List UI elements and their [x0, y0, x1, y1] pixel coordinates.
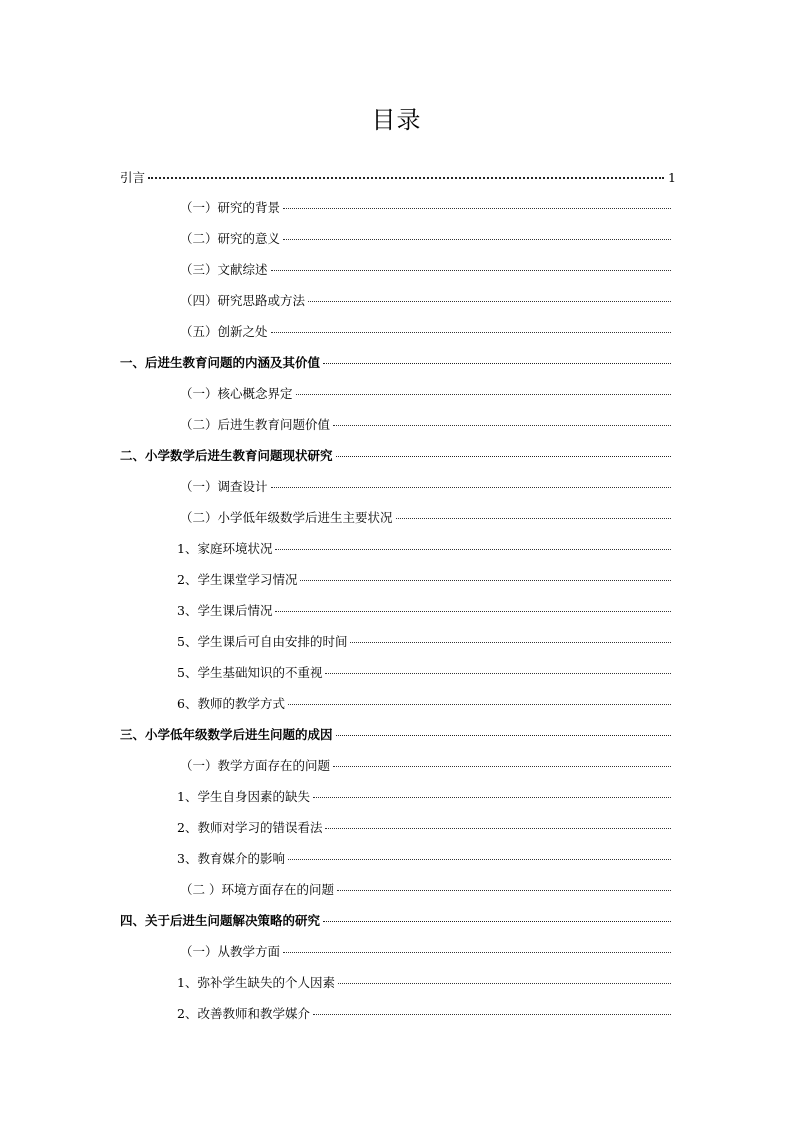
toc-entry[interactable] — [180, 290, 672, 309]
toc-entry[interactable] — [177, 600, 672, 619]
toc-entry[interactable] — [180, 321, 672, 340]
toc-entry-label: 二、小学数学后进生教育问题现状研究 — [120, 448, 333, 463]
toc-chapter[interactable] — [120, 910, 672, 929]
toc-entry[interactable] — [180, 414, 672, 433]
dot-leader — [333, 752, 671, 767]
toc-entry-label: 3、教育媒介的影响 — [177, 851, 285, 866]
dot-leader — [148, 163, 664, 179]
dot-leader — [323, 907, 671, 922]
toc-entry-label: 三、小学低年级数学后进生问题的成因 — [120, 727, 333, 742]
dot-leader — [337, 876, 671, 891]
toc-entry[interactable] — [177, 817, 672, 836]
dot-leader — [325, 814, 671, 829]
toc-entry-label: 2、教师对学习的错误看法 — [177, 820, 323, 835]
toc-entry[interactable] — [177, 786, 672, 805]
dot-leader — [338, 969, 671, 984]
toc-entry[interactable] — [180, 507, 672, 526]
toc-entry-label: （三）文献综述 — [180, 262, 268, 277]
toc-entry[interactable] — [180, 941, 672, 960]
toc-entry[interactable] — [177, 662, 672, 681]
toc-entry-label: （四）研究思路或方法 — [180, 293, 306, 308]
toc-entry[interactable] — [180, 228, 672, 247]
toc-title: 目录 — [371, 106, 422, 134]
toc-entry-label: 1、学生自身因素的缺失 — [177, 789, 310, 804]
dot-leader — [308, 287, 671, 302]
toc-entry-label: 1、弥补学生缺失的个人因素 — [177, 975, 335, 990]
toc-entry-label: 一、后进生教育问题的内涵及其价值 — [120, 355, 321, 370]
toc-entry-label: 5、学生基础知识的不重视 — [177, 665, 323, 680]
toc-entry[interactable] — [177, 693, 672, 712]
dot-leader — [350, 628, 671, 643]
dot-leader — [323, 349, 671, 364]
dot-leader — [288, 690, 671, 705]
toc-entry[interactable] — [180, 383, 672, 402]
dot-leader — [396, 504, 671, 519]
dot-leader — [283, 194, 671, 209]
toc-entry-label: （一）调查设计 — [180, 479, 268, 494]
toc-entry-label: （二）后进生教育问题价值 — [180, 417, 331, 432]
dot-leader — [325, 659, 671, 674]
toc-entry-label: 2、改善教师和教学媒介 — [177, 1006, 310, 1021]
dot-leader — [336, 721, 671, 736]
dot-leader — [271, 318, 671, 333]
toc-entry[interactable] — [180, 476, 672, 495]
toc-entry-label: 3、学生课后情况 — [177, 603, 273, 618]
toc-entry-label: （五）创新之处 — [180, 324, 268, 339]
toc-entry-label: （二）研究的意义 — [180, 231, 281, 246]
dot-leader — [300, 566, 671, 581]
toc-entry-label: 1、家庭环境状况 — [177, 541, 273, 556]
dot-leader — [271, 473, 671, 488]
toc-entry[interactable] — [180, 755, 672, 774]
toc-entry[interactable] — [177, 631, 672, 650]
toc-entry[interactable] — [180, 197, 672, 216]
dot-leader — [333, 411, 671, 426]
toc-entry-label: （一）从教学方面 — [180, 944, 281, 959]
dot-leader — [275, 535, 671, 550]
dot-leader — [283, 938, 671, 953]
toc-entry[interactable] — [177, 538, 672, 557]
dot-leader — [275, 597, 671, 612]
toc-entry-label: （一）研究的背景 — [180, 200, 281, 215]
toc-entry[interactable] — [177, 972, 672, 991]
toc-entry-label: 5、学生课后可自由安排的时间 — [177, 634, 348, 649]
toc-entry[interactable] — [177, 1003, 672, 1022]
toc-entry[interactable] — [177, 569, 672, 588]
dot-leader — [313, 1000, 671, 1015]
toc-entry-label: 2、学生课堂学习情况 — [177, 572, 298, 587]
toc-chapter[interactable] — [120, 352, 672, 371]
toc-entry-label: 引言 — [120, 170, 146, 185]
toc-entry-label: （二）小学低年级数学后进生主要状况 — [180, 510, 393, 525]
dot-leader — [288, 845, 671, 860]
dot-leader — [271, 256, 671, 271]
toc-entry[interactable] — [177, 848, 672, 867]
toc-entry-label: （二 ）环境方面存在的问题 — [180, 882, 334, 897]
dot-leader — [313, 783, 671, 798]
toc-entry-label: （一）教学方面存在的问题 — [180, 758, 331, 773]
toc-entry-label: 6、教师的教学方式 — [177, 696, 285, 711]
toc-entry[interactable] — [180, 259, 672, 278]
dot-leader — [296, 380, 671, 395]
toc-entry[interactable] — [180, 879, 672, 898]
dot-leader — [336, 442, 671, 457]
dot-leader — [283, 225, 671, 240]
toc-chapter[interactable] — [120, 445, 672, 464]
toc-entry-intro[interactable] — [120, 166, 676, 186]
toc-entry-label: （一）核心概念界定 — [180, 386, 293, 401]
toc-entry-label: 四、关于后进生问题解决策略的研究 — [120, 913, 321, 928]
toc-chapter[interactable] — [120, 724, 672, 743]
toc-page-number: 1 — [668, 170, 676, 185]
